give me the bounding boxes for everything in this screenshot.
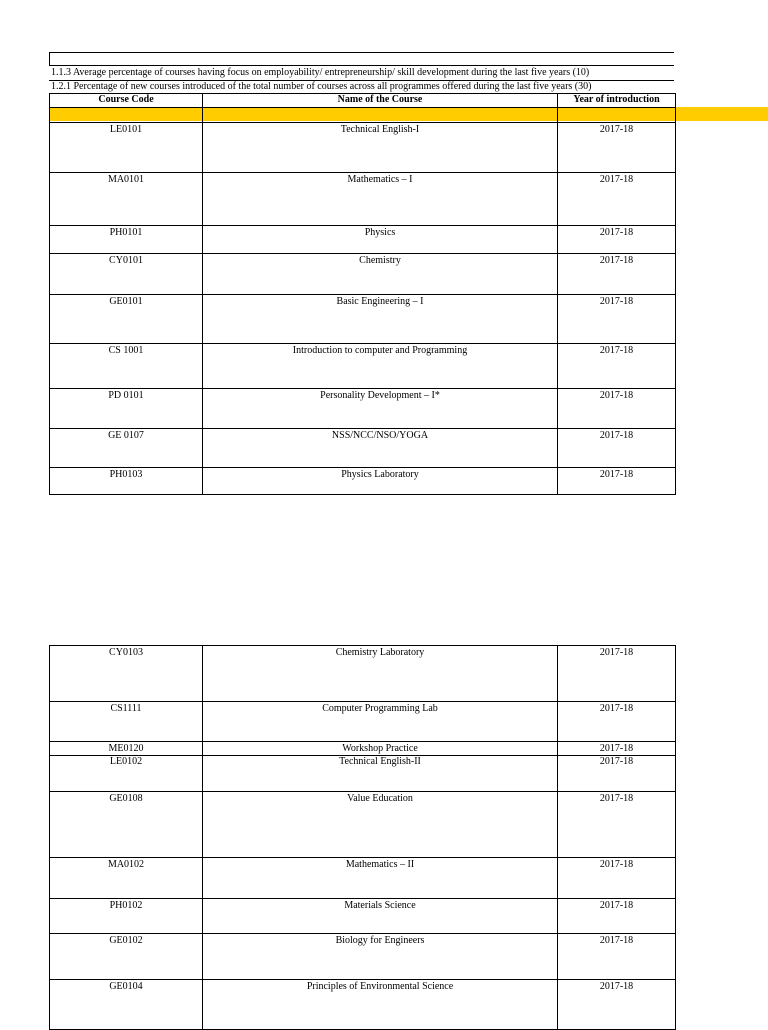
table-row: [50, 468, 676, 495]
course-code: CS 1001: [50, 344, 203, 389]
course-name: Personality Development – I*: [203, 389, 558, 429]
table-row: [50, 389, 676, 429]
course-code: GE0108: [50, 792, 203, 858]
course-year: 2017-18: [558, 934, 676, 980]
course-code: LE0102: [50, 756, 203, 792]
course-code: GE0101: [50, 295, 203, 344]
courses-table-page-1: [49, 93, 676, 495]
table-row: [50, 702, 676, 742]
course-year: 2017-18: [558, 123, 676, 173]
header-year: Year of introduction: [558, 94, 676, 108]
table-header-row: [50, 94, 676, 108]
course-year: 2017-18: [558, 173, 676, 226]
course-year: 2017-18: [558, 858, 676, 899]
course-year: 2017-18: [558, 792, 676, 858]
highlighted-empty-row: [50, 108, 676, 123]
header-course-name: Name of the Course: [203, 94, 558, 108]
course-code: GE 0107: [50, 429, 203, 468]
course-name: Materials Science: [203, 899, 558, 934]
course-name: Mathematics – II: [203, 858, 558, 899]
course-code: LE0101: [50, 123, 203, 173]
header-course-code: Course Code: [50, 94, 203, 108]
course-name: Principles of Environmental Science: [203, 980, 558, 1030]
course-name: Mathematics – I: [203, 173, 558, 226]
course-name: Basic Engineering – I: [203, 295, 558, 344]
table-row: [50, 344, 676, 389]
course-code: CS1111: [50, 702, 203, 742]
course-year: 2017-18: [558, 899, 676, 934]
course-code: MA0101: [50, 173, 203, 226]
course-year: 2017-18: [558, 295, 676, 344]
table-row: [50, 792, 676, 858]
course-name: NSS/NCC/NSO/YOGA: [203, 429, 558, 468]
table-row: [50, 173, 676, 226]
table-row: [50, 980, 676, 1030]
table-row: [50, 742, 676, 756]
table-row: [50, 295, 676, 344]
course-name: Value Education: [203, 792, 558, 858]
course-name: Physics Laboratory: [203, 468, 558, 495]
course-year: 2017-18: [558, 646, 676, 702]
course-name: Chemistry: [203, 254, 558, 295]
course-name: Chemistry Laboratory: [203, 646, 558, 702]
table-row: [50, 899, 676, 934]
course-name: Workshop Practice: [203, 742, 558, 756]
course-year: 2017-18: [558, 254, 676, 295]
course-year: 2017-18: [558, 702, 676, 742]
table-row: [50, 858, 676, 899]
table-row: [50, 226, 676, 254]
course-code: GE0102: [50, 934, 203, 980]
table-row: [50, 123, 676, 173]
course-year: 2017-18: [558, 980, 676, 1030]
course-code: MA0102: [50, 858, 203, 899]
course-name: Introduction to computer and Programming: [203, 344, 558, 389]
course-name: Physics: [203, 226, 558, 254]
course-code: PH0101: [50, 226, 203, 254]
course-name: Computer Programming Lab: [203, 702, 558, 742]
courses-table-page-2: [49, 645, 676, 1030]
course-year: 2017-18: [558, 756, 676, 792]
course-code: GE0104: [50, 980, 203, 1030]
table-row: [50, 254, 676, 295]
table-row: [50, 646, 676, 702]
course-name: Technical English-I: [203, 123, 558, 173]
criterion-1-2-1: 1.2.1 Percentage of new courses introduced of the total number of courses across all programmes offered during the last five years (30): [51, 81, 592, 92]
criterion-1-1-3: 1.1.3 Average percentage of courses having focus on employability/ entrepreneurship/ skill development during the last five years (10): [51, 67, 590, 78]
course-year: 2017-18: [558, 226, 676, 254]
table-row: [50, 934, 676, 980]
course-name: Technical English-II: [203, 756, 558, 792]
course-code: PH0103: [50, 468, 203, 495]
header-blank-box: [49, 52, 674, 66]
table-row: [50, 429, 676, 468]
course-name: Biology for Engineers: [203, 934, 558, 980]
course-code: PD 0101: [50, 389, 203, 429]
course-year: 2017-18: [558, 429, 676, 468]
course-code: CY0101: [50, 254, 203, 295]
course-code: CY0103: [50, 646, 203, 702]
course-year: 2017-18: [558, 742, 676, 756]
course-year: 2017-18: [558, 389, 676, 429]
course-code: ME0120: [50, 742, 203, 756]
course-year: 2017-18: [558, 468, 676, 495]
course-code: PH0102: [50, 899, 203, 934]
table-row: [50, 756, 676, 792]
course-year: 2017-18: [558, 344, 676, 389]
